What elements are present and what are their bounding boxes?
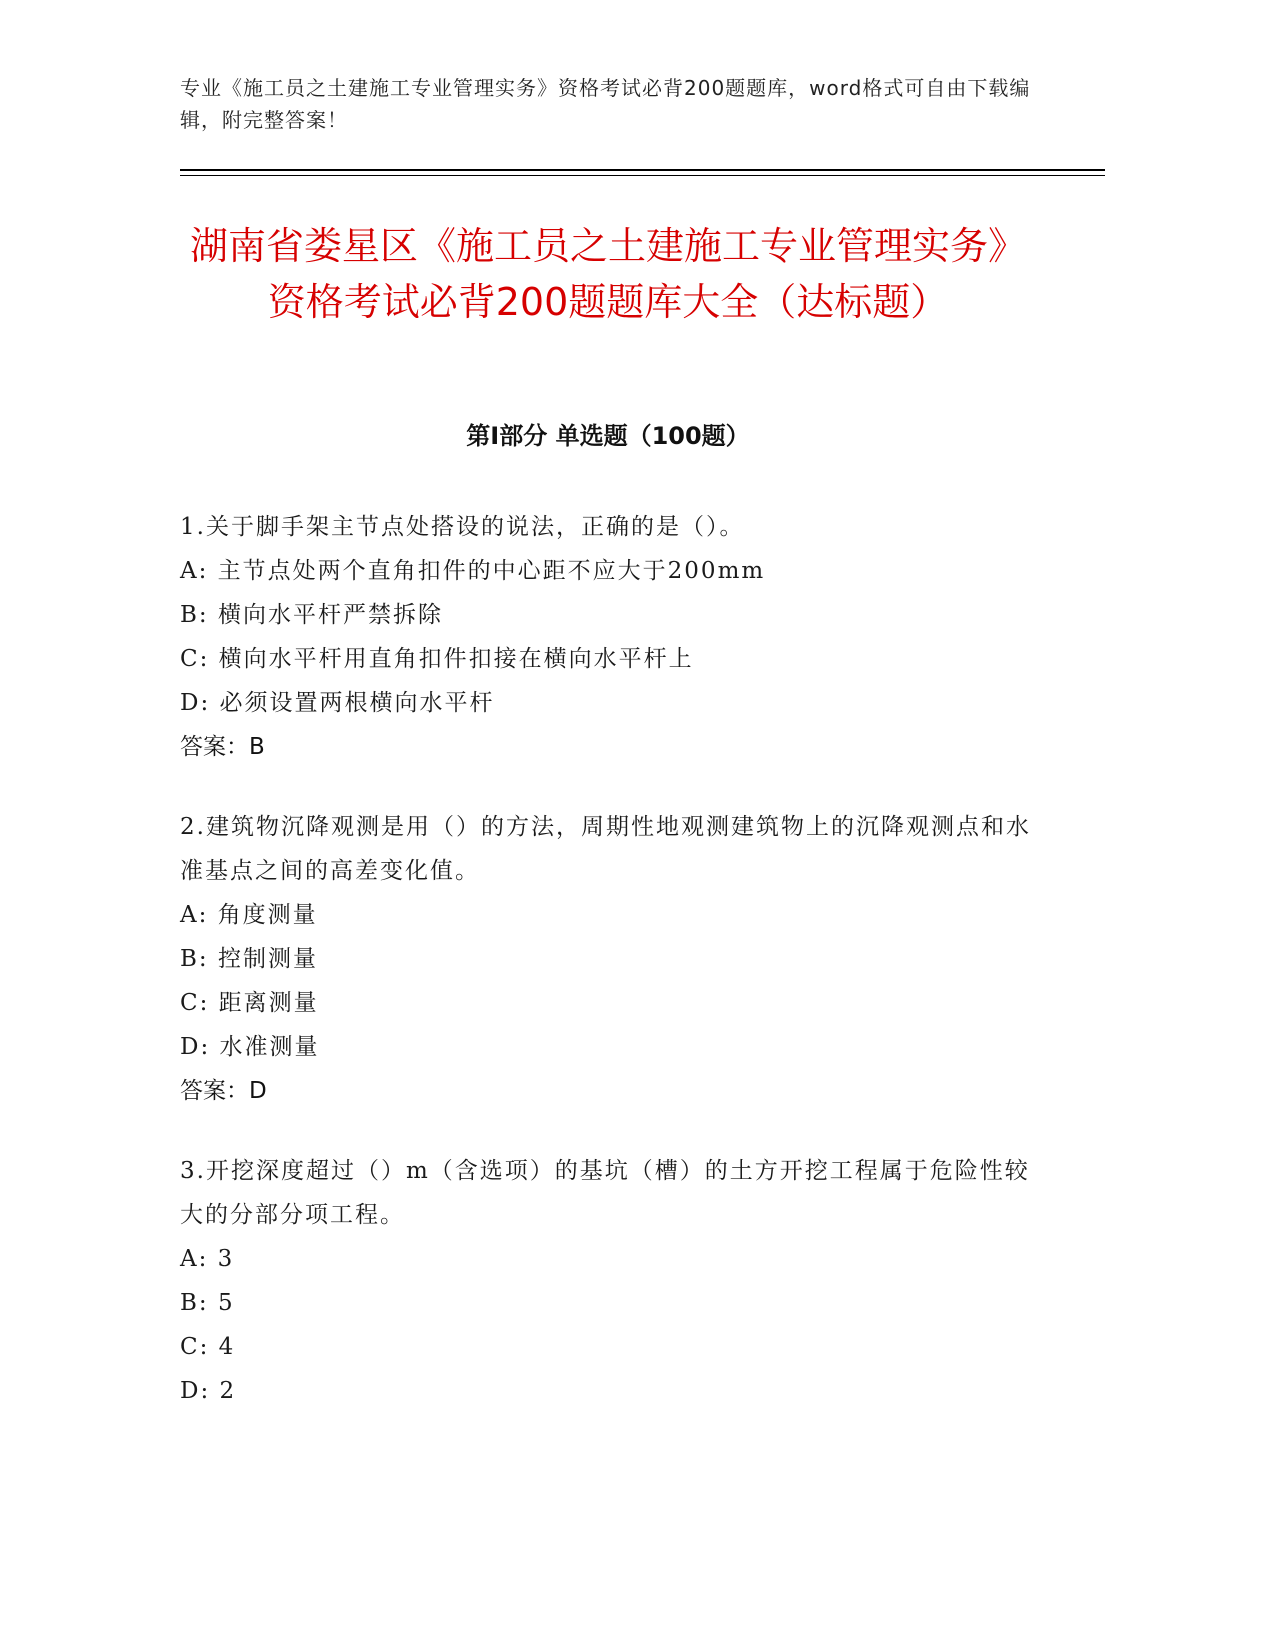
header-divider-thin [180,175,1105,176]
header-divider-thick [180,169,1105,171]
question-3 [180,1149,1040,1413]
option-a: A: 主节点处两个直角扣件的中心距不应大于200mm [180,558,766,584]
option-c: C: 4 [180,1334,236,1360]
answer: 答案：D [180,1078,267,1104]
option-b: B: 5 [180,1290,235,1316]
question-2 [180,805,1040,1113]
answer: 答案：B [180,734,265,760]
option-d: D: 2 [180,1378,237,1404]
option-a: A: 3 [180,1246,235,1272]
question-list [180,505,1040,1449]
option-d: D: 必须设置两根横向水平杆 [180,690,495,716]
question-stem: 3.开挖深度超过（）m（含选项）的基坑（槽）的土方开挖工程属于危险性较大的分部分项工程。 [180,1158,1030,1228]
question-stem: 1.关于脚手架主节点处搭设的说法，正确的是（）。 [180,514,745,540]
document-title: 湖南省娄星区《施工员之土建施工专业管理实务》资格考试必背200题题库大全（达标题） [189,224,1026,324]
question-1 [180,505,1040,769]
option-c: C: 横向水平杆用直角扣件扣接在横向水平杆上 [180,646,694,672]
header-note: 专业《施工员之土建施工专业管理实务》资格考试必背200题题库，word格式可自由下载编辑，附完整答案！ [180,76,1031,132]
option-c: C: 距离测量 [180,990,319,1016]
option-d: D: 水准测量 [180,1034,320,1060]
option-a: A: 角度测量 [180,902,318,928]
option-b: B: 控制测量 [180,946,318,972]
question-stem: 2.建筑物沉降观测是用（）的方法，周期性地观测建筑物上的沉降观测点和水准基点之间的高差变化值。 [180,814,1031,884]
section-heading: 第Ⅰ部分 单选题（100题） [466,422,750,450]
option-b: B: 横向水平杆严禁拆除 [180,602,443,628]
